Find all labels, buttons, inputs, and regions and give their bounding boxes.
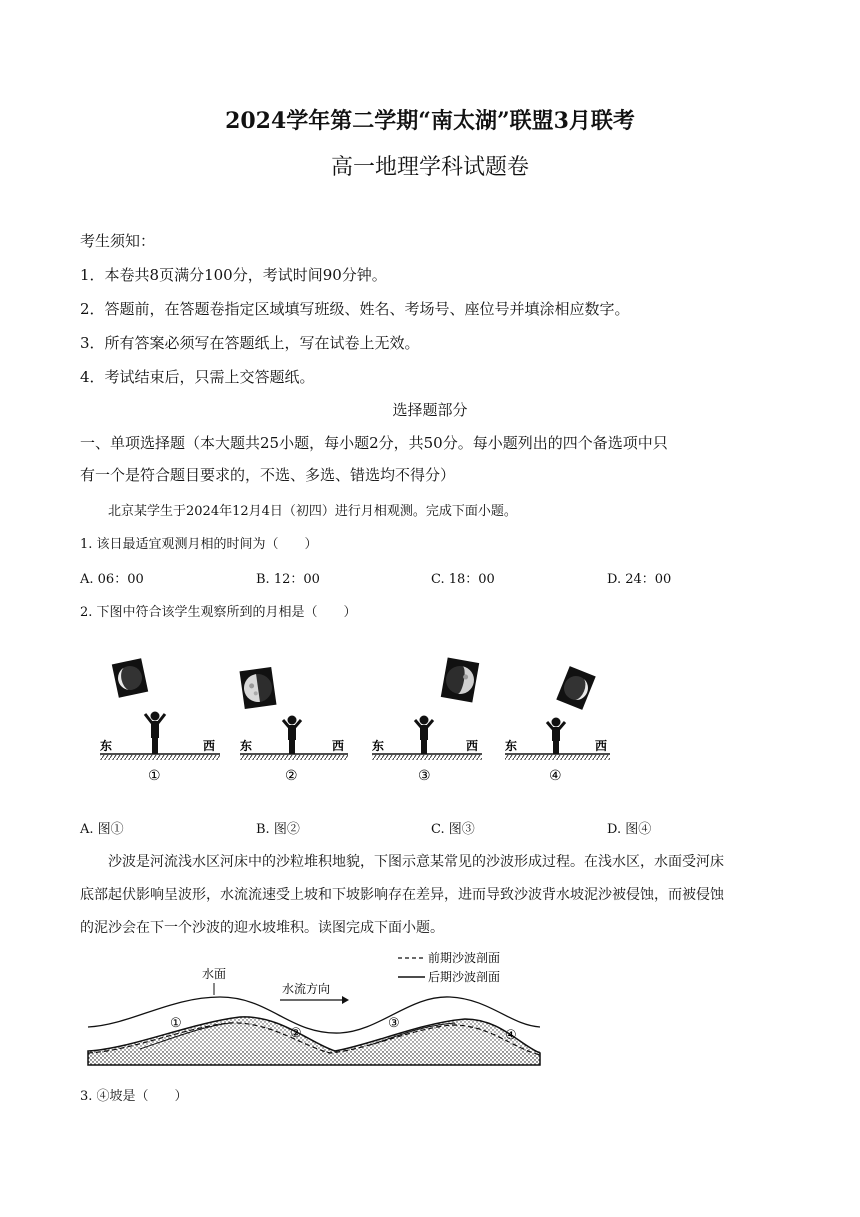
panel-label: ②: [285, 768, 298, 784]
ground-hatch: [372, 755, 482, 760]
flow-direction-label: 水流方向: [282, 982, 331, 996]
option-b: B. 12：00: [256, 572, 320, 587]
question-stem: 1. 该日最适宜观测月相的时间为（ ）: [80, 537, 318, 552]
west-label: 西: [466, 739, 479, 753]
moon-panel-1: [100, 658, 220, 784]
east-label: 东: [240, 739, 253, 753]
moon-photo: [240, 667, 277, 709]
panel-label: ③: [418, 768, 431, 784]
slope-label: ③: [388, 1016, 400, 1031]
legend-solid-label: 后期沙波剖面: [428, 970, 501, 984]
group-intro: 北京某学生于2024年12月4日（初四）进行月相观测。完成下面小题。: [108, 504, 517, 519]
moon-photo: [441, 658, 479, 703]
person-figure: [145, 712, 165, 755]
section-title: 选择题部分: [392, 401, 468, 419]
west-label: 西: [595, 739, 608, 753]
option-d: D. 24：00: [607, 572, 672, 587]
panel-label: ④: [549, 768, 562, 784]
moon-panel-2: [240, 667, 348, 784]
notice-heading: 考生须知：: [80, 232, 156, 250]
person-figure: [283, 716, 301, 755]
legend: [398, 950, 500, 984]
east-label: 东: [100, 739, 113, 753]
moon-phase-figure: [90, 650, 630, 800]
group-paragraph: 沙波是河流浅水区河床中的沙粒堆积地貌，下图示意某常见的沙波形成过程。在浅水区，水面受河床: [108, 854, 724, 870]
section-instruction: 一、单项选择题（本大题共25小题，每小题2分，共50分。每小题列出的四个备选项中只: [80, 434, 668, 452]
ground-hatch: [240, 755, 348, 760]
notice-item: 2．答题前，在答题卷指定区域填写班级、姓名、考场号、座位号并填涂相应数字。: [80, 300, 630, 318]
notice-item: 4．考试结束后，只需上交答题纸。: [80, 368, 315, 386]
ground-hatch: [100, 755, 220, 760]
group-paragraph: 的泥沙会在下一个沙波的迎水坡堆积。读图完成下面小题。: [80, 920, 444, 936]
moon-panel-3: [372, 658, 482, 784]
slope-label: ①: [170, 1016, 182, 1031]
option-a: A. 图①: [80, 822, 124, 837]
notice-item: 1．本卷共8页满分100分，考试时间90分钟。: [80, 266, 387, 284]
sand-wave-figure: [80, 945, 545, 1070]
question-stem: 3. ④坡是（ ）: [80, 1089, 188, 1104]
section-instruction: 有一个是符合题目要求的，不选、多选、错选均不得分）: [80, 466, 456, 484]
east-label: 东: [372, 739, 385, 753]
page-title: 2024学年第二学期“南太湖”联盟3月联考: [225, 108, 635, 134]
person-figure: [547, 718, 565, 755]
flow-arrowhead: [342, 996, 349, 1004]
option-b: B. 图②: [256, 822, 300, 837]
notice-item: 3．所有答案必须写在答题纸上，写在试卷上无效。: [80, 334, 420, 352]
legend-dashed-label: 前期沙波剖面: [428, 951, 501, 965]
east-label: 东: [505, 739, 518, 753]
west-label: 西: [332, 739, 345, 753]
later-profile: [88, 1017, 540, 1065]
option-c: C. 18：00: [431, 572, 495, 587]
group-paragraph: 底部起伏影响呈波形，水流流速受上坡和下坡影响存在差异，进而导致沙波背水坡泥沙被侵蚀，而被侵蚀: [80, 887, 724, 903]
ground-hatch: [505, 755, 610, 760]
person-figure: [415, 716, 433, 755]
water-surface-label: 水面: [202, 967, 227, 981]
option-a: A. 06：00: [80, 572, 144, 587]
option-c: C. 图③: [431, 822, 475, 837]
moon-panel-4: [505, 666, 610, 784]
slope-label: ④: [505, 1028, 517, 1043]
moon-photo: [556, 666, 595, 710]
moon-photo: [112, 658, 148, 697]
page-subtitle: 高一地理学科试题卷: [330, 155, 529, 180]
panel-label: ①: [148, 768, 161, 784]
west-label: 西: [203, 739, 216, 753]
slope-label: ②: [290, 1026, 302, 1041]
question-stem: 2. 下图中符合该学生观察所到的月相是（ ）: [80, 605, 357, 620]
option-d: D. 图④: [607, 822, 652, 837]
